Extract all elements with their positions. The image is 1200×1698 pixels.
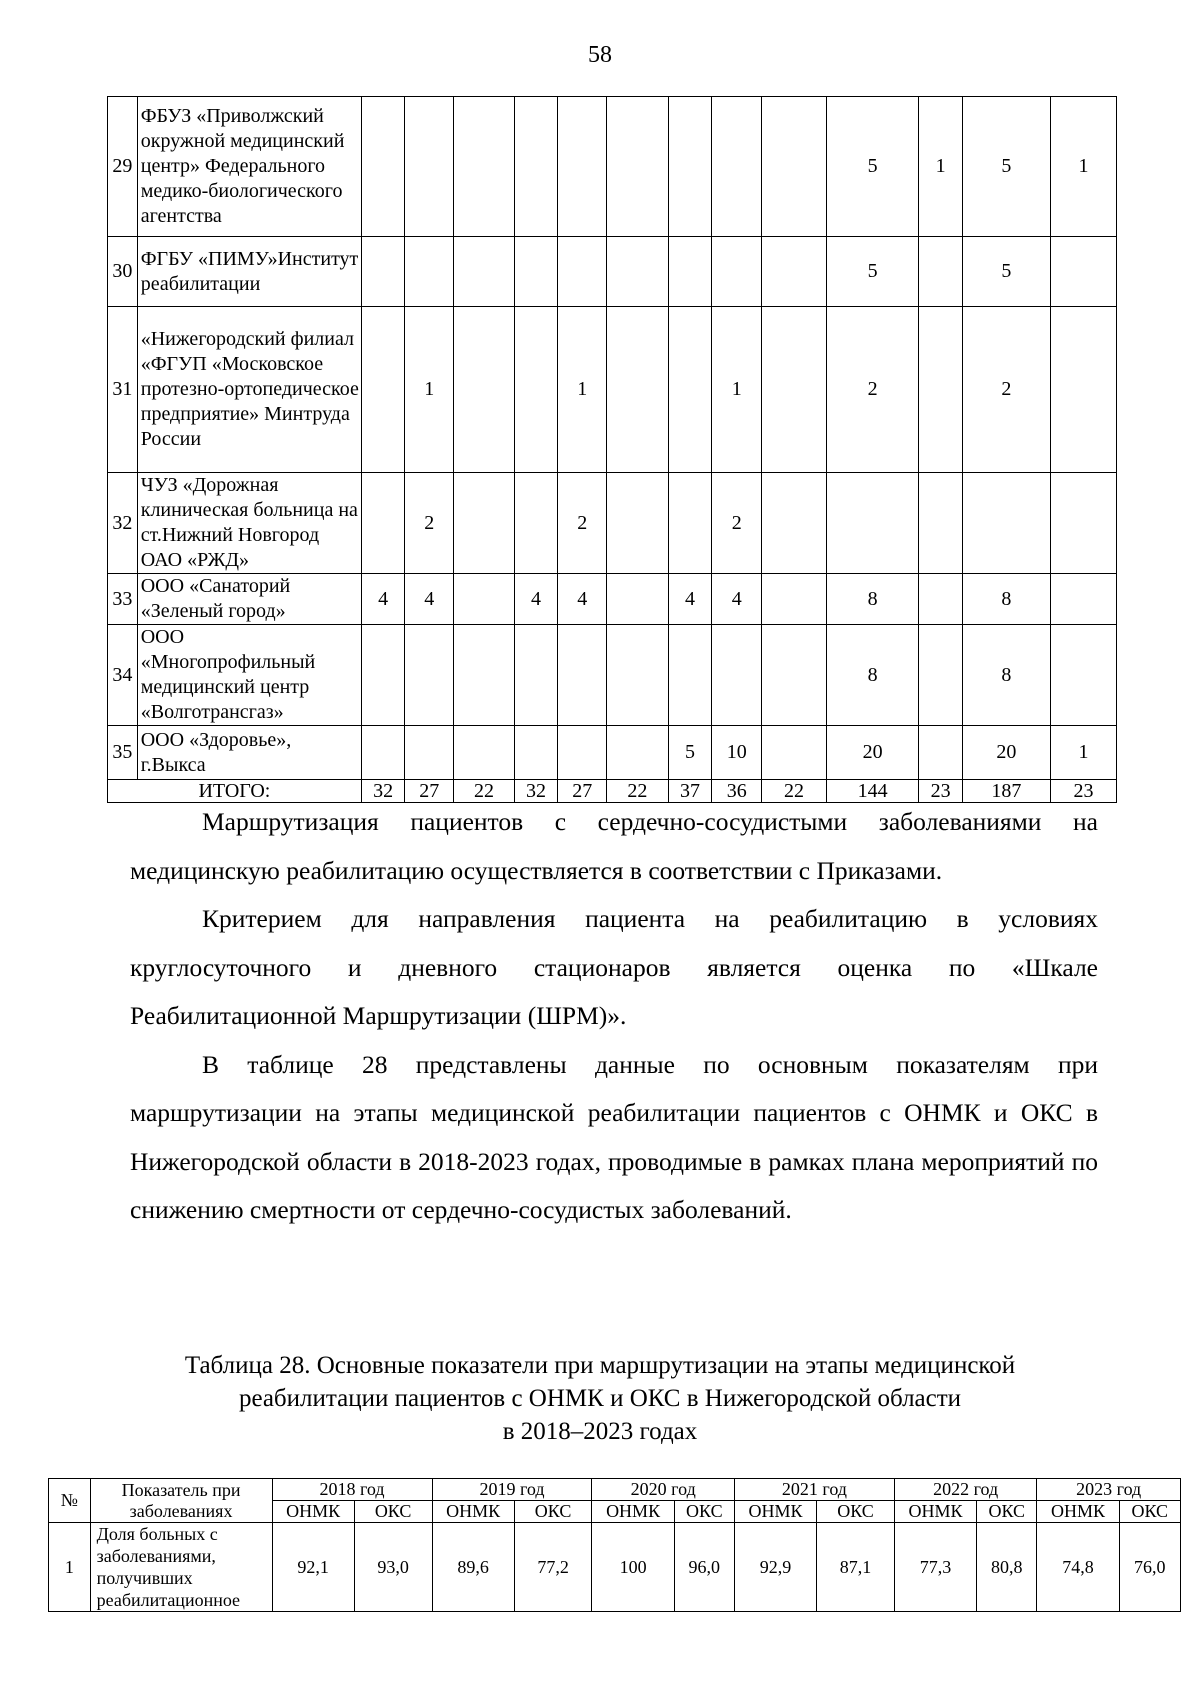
subheader-onmk: ОНМК — [432, 1501, 514, 1523]
table-cell — [607, 237, 669, 307]
subheader-onmk: ОНМК — [272, 1501, 354, 1523]
total-cell: 27 — [558, 780, 607, 803]
table-cell — [607, 574, 669, 625]
table-cell — [558, 97, 607, 237]
table-cell: 20 — [826, 726, 918, 780]
table-cell — [514, 726, 558, 780]
table-cell: 100 — [592, 1523, 674, 1612]
table-cell — [668, 473, 712, 574]
header-year-2022: 2022 год — [894, 1479, 1036, 1501]
subheader-onmk: ОНМК — [734, 1501, 816, 1523]
table-cell: 1 — [1050, 97, 1116, 237]
table-row — [108, 307, 1117, 473]
total-cell: 37 — [668, 780, 712, 803]
table-cell: 4 — [712, 574, 762, 625]
table-cell — [1050, 307, 1116, 473]
total-cell: 23 — [919, 780, 963, 803]
table-cell — [668, 237, 712, 307]
header-year-2023: 2023 год — [1037, 1479, 1181, 1501]
table-cell: 1 — [405, 307, 454, 473]
subheader-oks: ОКС — [817, 1501, 895, 1523]
table-cell — [712, 625, 762, 726]
institution-name: ЧУЗ «Дорожная клиническая больница на ст.Нижний Новгород ОАО «РЖД» — [137, 473, 361, 574]
total-cell: 32 — [514, 780, 558, 803]
table-cell — [454, 307, 515, 473]
table-cell: 2 — [962, 307, 1050, 473]
subheader-oks: ОКС — [674, 1501, 734, 1523]
subheader-oks: ОКС — [354, 1501, 432, 1523]
table-cell — [454, 574, 515, 625]
total-cell: 22 — [607, 780, 669, 803]
row-number: 1 — [49, 1523, 91, 1612]
table-cell: 80,8 — [977, 1523, 1037, 1612]
table-cell — [514, 625, 558, 726]
table-cell — [919, 473, 963, 574]
table-cell — [962, 473, 1050, 574]
subheader-oks: ОКС — [977, 1501, 1037, 1523]
table-cell — [454, 97, 515, 237]
table-cell — [919, 307, 963, 473]
table-cell: 92,9 — [734, 1523, 816, 1612]
table-cell — [405, 625, 454, 726]
institution-name: ООО «Санаторий «Зеленый город» — [137, 574, 361, 625]
subheader-onmk: ОНМК — [592, 1501, 674, 1523]
row-number: 29 — [108, 97, 138, 237]
table-row — [108, 574, 1117, 625]
table-cell — [405, 726, 454, 780]
header-year-2018: 2018 год — [272, 1479, 432, 1501]
table-cell — [919, 625, 963, 726]
table-28 — [48, 1478, 1181, 1612]
table-cell — [668, 625, 712, 726]
table-cell — [361, 625, 405, 726]
table-cell — [762, 237, 827, 307]
table-cell — [454, 726, 515, 780]
table-cell: 10 — [712, 726, 762, 780]
table-cell — [762, 97, 827, 237]
page-number: 58 — [588, 42, 612, 68]
table-cell: 77,2 — [514, 1523, 592, 1612]
table-cell: 1 — [919, 97, 963, 237]
total-label: ИТОГО: — [108, 780, 362, 803]
header-year-2020: 2020 год — [592, 1479, 734, 1501]
table-cell — [607, 97, 669, 237]
subheader-onmk: ОНМК — [894, 1501, 976, 1523]
body-text — [130, 798, 1098, 1235]
table-cell — [762, 625, 827, 726]
table-cell — [607, 307, 669, 473]
table-cell — [514, 473, 558, 574]
table-cell: 4 — [514, 574, 558, 625]
table-row — [108, 237, 1117, 307]
total-cell: 23 — [1050, 780, 1116, 803]
table-cell: 4 — [668, 574, 712, 625]
total-cell: 187 — [962, 780, 1050, 803]
table-cell: 4 — [361, 574, 405, 625]
table-cell — [668, 307, 712, 473]
caption-line-1: Таблица 28. Основные показатели при маршрутизации на этапы медицинской — [184, 1352, 1016, 1379]
table-row — [108, 726, 1117, 780]
header-indicator: Показатель при заболеваниях — [90, 1479, 272, 1523]
table-cell — [919, 726, 963, 780]
table-cell: 5 — [826, 97, 918, 237]
total-cell: 144 — [826, 780, 918, 803]
table-row — [108, 625, 1117, 726]
paragraph-table-intro: В таблице 28 представлены данные по основным показателям при маршрутизации на этапы медицинской реабилитации пациентов с ОНМК и ОКС в Нижегородской области в 2018-2023 годах, проводимые в рамках плана мероприятий по снижению смертности от сердечно-сосудистых заболеваний. — [130, 1049, 1098, 1224]
subheader-oks: ОКС — [514, 1501, 592, 1523]
table-cell — [558, 237, 607, 307]
table-cell — [762, 473, 827, 574]
table-cell — [1050, 237, 1116, 307]
table-cell — [514, 307, 558, 473]
paragraph-criterion: Критерием для направления пациента на реабилитацию в условиях круглосуточного и дневного стационаров является оценка по «Шкале Реабилитационной Маршрутизации (ШРМ)». — [130, 904, 1098, 1030]
table-cell: 1 — [712, 307, 762, 473]
table-cell — [405, 237, 454, 307]
table-cell: 93,0 — [354, 1523, 432, 1612]
table-cell — [361, 307, 405, 473]
institution-name: «Нижегородский филиал «ФГУП «Московское протезно-ортопедическое предприятие» Минтруда России — [137, 307, 361, 473]
row-number: 34 — [108, 625, 138, 726]
header-year-2021: 2021 год — [734, 1479, 894, 1501]
table-cell: 5 — [962, 237, 1050, 307]
header-year-2019: 2019 год — [432, 1479, 592, 1501]
table-cell — [514, 237, 558, 307]
row-number: 32 — [108, 473, 138, 574]
total-cell: 22 — [762, 780, 827, 803]
table-cell: 20 — [962, 726, 1050, 780]
table-cell: 4 — [558, 574, 607, 625]
institution-name: ООО «Здоровье», г.Выкса — [137, 726, 361, 780]
total-cell: 32 — [361, 780, 405, 803]
row-number: 33 — [108, 574, 138, 625]
subheader-onmk: ОНМК — [1037, 1501, 1119, 1523]
subheader-oks: ОКС — [1119, 1501, 1180, 1523]
table-cell: 89,6 — [432, 1523, 514, 1612]
table-row — [108, 97, 1117, 237]
table-cell — [514, 97, 558, 237]
table-cell — [712, 237, 762, 307]
table-cell: 96,0 — [674, 1523, 734, 1612]
institutions-table-continued — [107, 96, 1117, 803]
table-cell — [558, 726, 607, 780]
table-cell — [454, 473, 515, 574]
row-number: 31 — [108, 307, 138, 473]
table-cell — [607, 726, 669, 780]
table-cell — [1050, 473, 1116, 574]
table-28-caption — [100, 1349, 1100, 1448]
table-row — [49, 1523, 1181, 1612]
institution-name: ООО «Многопрофильный медицинский центр «Волготрансгаз» — [137, 625, 361, 726]
table-cell: 77,3 — [894, 1523, 976, 1612]
table-cell — [607, 625, 669, 726]
row-number: 35 — [108, 726, 138, 780]
table-cell — [405, 97, 454, 237]
indicator-name: Доля больных с заболеваниями, получивших реабилитационное — [90, 1523, 272, 1612]
table-cell: 76,0 — [1119, 1523, 1180, 1612]
institution-name: ФГБУ «ПИМУ»Институт реабилитации — [137, 237, 361, 307]
table-cell — [361, 97, 405, 237]
table-cell: 2 — [558, 473, 607, 574]
row-number: 30 — [108, 237, 138, 307]
table-cell: 1 — [558, 307, 607, 473]
table-cell: 74,8 — [1037, 1523, 1119, 1612]
table-cell — [361, 473, 405, 574]
paragraph-routing: Маршрутизация пациентов с сердечно-сосудистыми заболеваниями на медицинскую реабилитацию осуществляется в соответствии с Приказами. — [130, 807, 1098, 885]
table-cell: 5 — [668, 726, 712, 780]
caption-line-2: реабилитации пациентов с ОНМК и ОКС в Нижегородской области — [238, 1385, 962, 1412]
table-cell — [762, 307, 827, 473]
table-cell: 2 — [405, 473, 454, 574]
table-cell — [558, 625, 607, 726]
table-cell — [454, 625, 515, 726]
table-cell — [762, 574, 827, 625]
table-cell — [607, 473, 669, 574]
table-cell — [919, 237, 963, 307]
table-cell — [454, 237, 515, 307]
table-cell: 5 — [962, 97, 1050, 237]
table-cell: 4 — [405, 574, 454, 625]
table-cell — [1050, 625, 1116, 726]
institution-name: ФБУЗ «Приволжский окружной медицинский центр» Федерального медико-биологического агентства — [137, 97, 361, 237]
table-cell: 87,1 — [817, 1523, 895, 1612]
table-cell: 2 — [712, 473, 762, 574]
table-cell — [712, 97, 762, 237]
table-cell — [668, 97, 712, 237]
table-cell — [1050, 574, 1116, 625]
total-cell: 27 — [405, 780, 454, 803]
table-cell: 5 — [826, 237, 918, 307]
table-cell — [762, 726, 827, 780]
table-cell: 8 — [826, 625, 918, 726]
table-cell: 8 — [826, 574, 918, 625]
table-cell — [361, 726, 405, 780]
table-cell: 1 — [1050, 726, 1116, 780]
table-cell — [361, 237, 405, 307]
header-number: № — [49, 1479, 91, 1523]
total-cell: 36 — [712, 780, 762, 803]
table-cell: 2 — [826, 307, 918, 473]
table-cell: 8 — [962, 574, 1050, 625]
table-row — [108, 473, 1117, 574]
table-cell: 92,1 — [272, 1523, 354, 1612]
total-cell: 22 — [454, 780, 515, 803]
table-cell — [826, 473, 918, 574]
table-cell: 8 — [962, 625, 1050, 726]
table-cell — [919, 574, 963, 625]
caption-line-3: в 2018–2023 годах — [502, 1418, 698, 1445]
